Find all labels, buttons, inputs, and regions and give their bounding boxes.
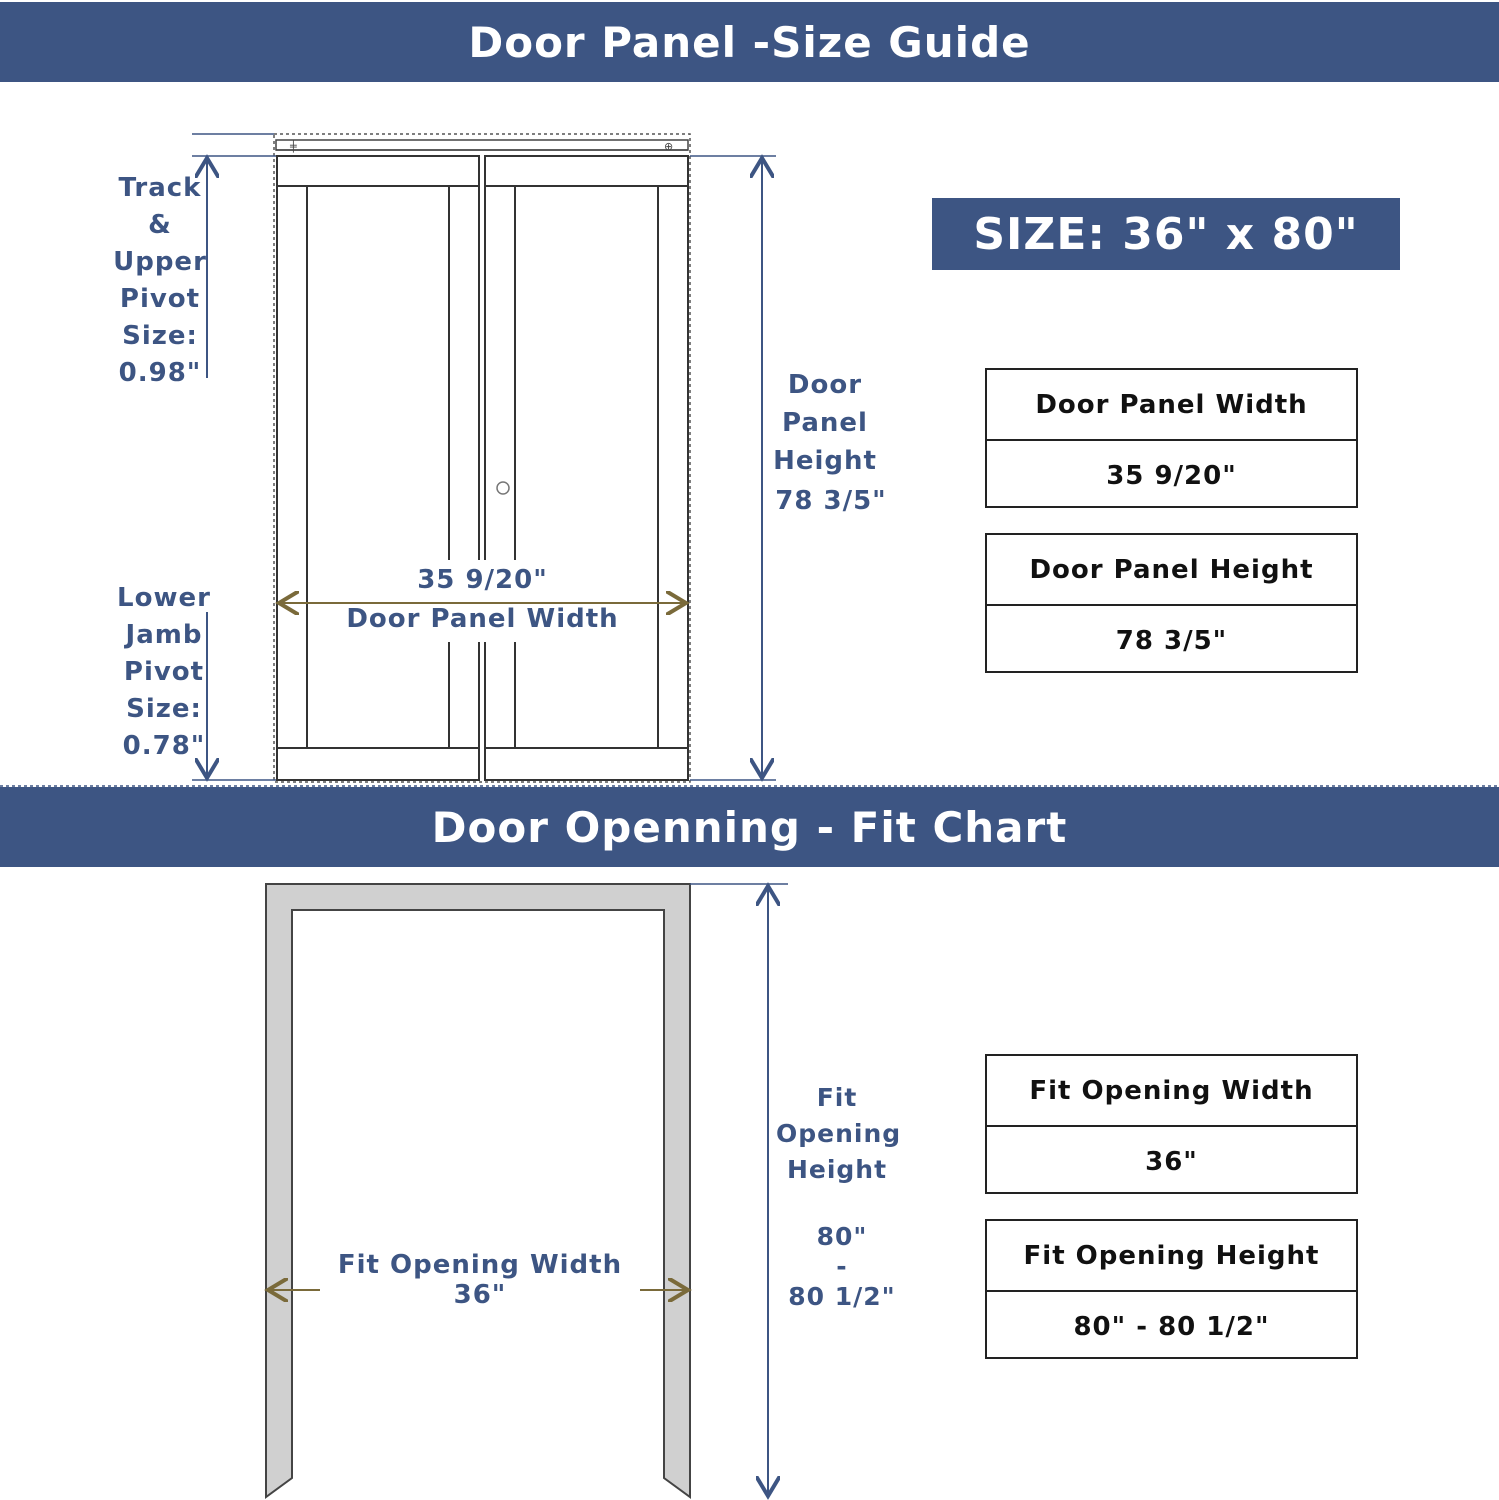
svg-text:╪: ╪ <box>290 140 297 153</box>
door-panel-drawing <box>274 134 690 782</box>
opening-height-table-header: Fit Opening Height <box>987 1221 1356 1292</box>
opening-width-label: Fit Opening Width 36" <box>320 1250 640 1310</box>
panel-width-table <box>985 368 1358 508</box>
panel-width-label: Door Panel Width <box>346 604 619 634</box>
door-knob <box>497 482 509 494</box>
door-outline <box>274 134 690 782</box>
panel-height-label: Door Panel Height <box>773 370 877 476</box>
opening-height-value: 80" - 80 1/2" <box>788 1222 896 1311</box>
panel-width-value: 35 9/20" <box>417 565 548 595</box>
panel-height-table <box>985 533 1358 673</box>
panel-width-table-value: 35 9/20" <box>1106 460 1237 491</box>
size-guide-title: Door Panel -Size Guide <box>468 17 1031 67</box>
opening-height-label: Fit Opening Height <box>776 1083 902 1184</box>
lower-jamb-pivot-label: Lower Jamb Pivot Size: 0.78" <box>117 583 211 761</box>
opening-height-table <box>985 1219 1358 1359</box>
panel-height-table-value: 78 3/5" <box>1115 625 1228 656</box>
opening-width-table-value: 36" <box>1145 1146 1198 1177</box>
panel-height-value: 78 3/5" <box>775 486 887 516</box>
opening-width-table-header: Fit Opening Width <box>987 1056 1356 1127</box>
track-upper-pivot-label: Track & Upper Pivot Size: 0.98" <box>113 173 207 388</box>
opening-height-table-value: 80" - 80 1/2" <box>1073 1311 1270 1342</box>
panel-width-table-header: Door Panel Width <box>987 370 1356 441</box>
panel-height-table-header: Door Panel Height <box>987 535 1356 606</box>
size-badge <box>932 198 1400 270</box>
opening-width-table <box>985 1054 1358 1194</box>
size-badge-text: SIZE: 36" x 80" <box>973 208 1359 260</box>
svg-text:⊕: ⊕ <box>664 140 674 153</box>
door-opening-frame <box>266 884 690 1497</box>
track <box>276 140 688 150</box>
fit-chart-title: Door Openning - Fit Chart <box>431 802 1068 852</box>
